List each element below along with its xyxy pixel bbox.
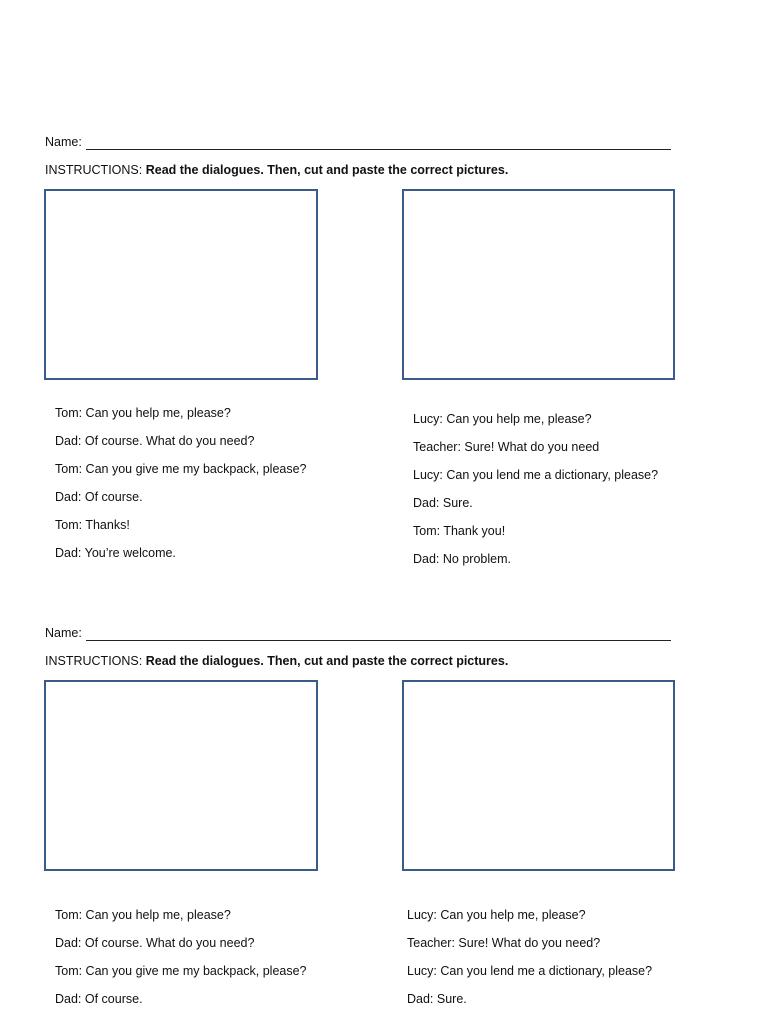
picture-box-right — [402, 189, 675, 380]
dialogue-line: Tom: Thank you! — [413, 524, 506, 538]
dialogue-line: Dad: Sure. — [407, 992, 467, 1006]
instructions-text: Read the dialogues. Then, cut and paste the correct pictures. — [145, 654, 509, 668]
instructions-label: INSTRUCTIONS: — [45, 163, 143, 177]
dialogue-left — [55, 405, 307, 573]
dialogue-line: Dad: You’re welcome. — [55, 546, 176, 560]
dialogue-line: Dad: Of course. — [55, 992, 143, 1006]
picture-box-left — [44, 189, 318, 380]
dialogue-line: Tom: Can you give me my backpack, please? — [55, 462, 307, 476]
dialogue-line: Dad: Sure. — [413, 496, 473, 510]
name-label: Name: — [45, 626, 82, 640]
dialogue-line: Tom: Can you help me, please? — [55, 406, 231, 420]
instructions-label: INSTRUCTIONS: — [45, 654, 143, 668]
dialogue-line: Dad: No problem. — [413, 552, 511, 566]
dialogue-line: Tom: Can you help me, please? — [55, 908, 231, 922]
name-blank[interactable] — [86, 628, 671, 641]
dialogue-line: Lucy: Can you lend me a dictionary, please? — [407, 964, 653, 978]
dialogue-line: Lucy: Can you help me, please? — [407, 908, 586, 922]
picture-box-right — [402, 680, 675, 871]
dialogue-line: Dad: Of course. What do you need? — [55, 936, 255, 950]
instructions-text: Read the dialogues. Then, cut and paste the correct pictures. — [145, 163, 509, 177]
dialogue-line: Lucy: Can you lend me a dictionary, please? — [413, 468, 659, 482]
instructions — [45, 162, 508, 178]
name-label: Name: — [45, 135, 82, 149]
dialogue-line: Tom: Can you give me my backpack, please? — [55, 964, 307, 978]
dialogue-line: Teacher: Sure! What do you need — [413, 440, 600, 454]
dialogue-line: Teacher: Sure! What do you need? — [407, 936, 601, 950]
dialogue-line: Dad: Of course. What do you need? — [55, 434, 255, 448]
instructions — [45, 653, 508, 669]
dialogue-right — [413, 411, 658, 579]
dialogue-left — [55, 907, 307, 1019]
dialogue-line: Tom: Thanks! — [55, 518, 130, 532]
dialogue-line: Lucy: Can you help me, please? — [413, 412, 592, 426]
name-blank[interactable] — [86, 137, 671, 150]
name-line — [45, 625, 671, 641]
dialogue-right — [407, 907, 652, 1019]
name-line — [45, 134, 671, 150]
dialogue-line: Dad: Of course. — [55, 490, 143, 504]
picture-box-left — [44, 680, 318, 871]
